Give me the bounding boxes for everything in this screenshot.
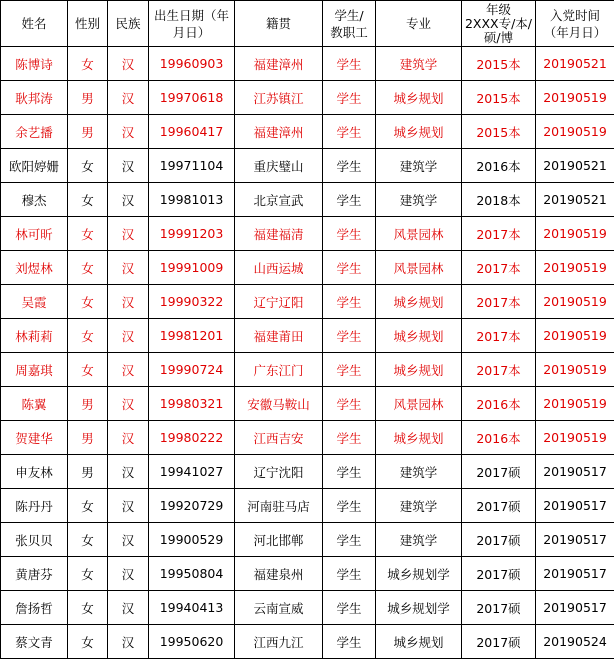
cell-gender: 男 xyxy=(68,421,108,455)
cell-birth-date: 19971104 xyxy=(149,149,235,183)
cell-grade: 2016本 xyxy=(462,387,536,421)
cell-role: 学生 xyxy=(323,591,376,625)
table-row xyxy=(1,217,614,251)
cell-name: 张贝贝 xyxy=(1,523,68,557)
cell-gender: 女 xyxy=(68,591,108,625)
cell-gender: 男 xyxy=(68,387,108,421)
cell-join-date: 20190517 xyxy=(536,489,614,523)
cell-gender: 女 xyxy=(68,285,108,319)
cell-join-date: 20190517 xyxy=(536,557,614,591)
cell-birth-date: 19991009 xyxy=(149,251,235,285)
cell-major: 城乡规划 xyxy=(376,625,462,659)
cell-major: 建筑学 xyxy=(376,149,462,183)
cell-name: 林可昕 xyxy=(1,217,68,251)
cell-grade: 2016本 xyxy=(462,421,536,455)
cell-role: 学生 xyxy=(323,455,376,489)
cell-name: 陈博诗 xyxy=(1,47,68,81)
cell-birth-date: 19960417 xyxy=(149,115,235,149)
cell-origin: 福建福清 xyxy=(235,217,323,251)
table-row xyxy=(1,353,614,387)
cell-major: 风景园林 xyxy=(376,387,462,421)
cell-grade: 2015本 xyxy=(462,47,536,81)
cell-ethnicity: 汉 xyxy=(108,591,149,625)
cell-role: 学生 xyxy=(323,557,376,591)
cell-ethnicity: 汉 xyxy=(108,285,149,319)
cell-role: 学生 xyxy=(323,115,376,149)
cell-grade: 2015本 xyxy=(462,115,536,149)
cell-join-date: 20190519 xyxy=(536,251,614,285)
cell-major: 城乡规划 xyxy=(376,319,462,353)
cell-birth-date: 19950620 xyxy=(149,625,235,659)
cell-name: 穆杰 xyxy=(1,183,68,217)
cell-join-date: 20190519 xyxy=(536,285,614,319)
cell-birth-date: 19950804 xyxy=(149,557,235,591)
cell-grade: 2018本 xyxy=(462,183,536,217)
cell-role: 学生 xyxy=(323,251,376,285)
cell-grade: 2017本 xyxy=(462,353,536,387)
cell-origin: 河南驻马店 xyxy=(235,489,323,523)
cell-join-date: 20190519 xyxy=(536,81,614,115)
cell-birth-date: 19981013 xyxy=(149,183,235,217)
cell-name: 蔡文青 xyxy=(1,625,68,659)
cell-birth-date: 19960903 xyxy=(149,47,235,81)
cell-ethnicity: 汉 xyxy=(108,47,149,81)
cell-ethnicity: 汉 xyxy=(108,353,149,387)
cell-join-date: 20190519 xyxy=(536,353,614,387)
header-major: 专业 xyxy=(376,1,462,47)
cell-birth-date: 19980222 xyxy=(149,421,235,455)
table-row xyxy=(1,115,614,149)
cell-origin: 江西九江 xyxy=(235,625,323,659)
cell-origin: 辽宁辽阳 xyxy=(235,285,323,319)
table-row xyxy=(1,319,614,353)
cell-role: 学生 xyxy=(323,353,376,387)
cell-origin: 福建漳州 xyxy=(235,47,323,81)
cell-origin: 江苏镇江 xyxy=(235,81,323,115)
cell-gender: 女 xyxy=(68,47,108,81)
cell-join-date: 20190521 xyxy=(536,183,614,217)
cell-grade: 2017硕 xyxy=(462,523,536,557)
header-birth-date: 出生日期（年 月日） xyxy=(149,1,235,47)
cell-gender: 女 xyxy=(68,251,108,285)
cell-name: 林莉莉 xyxy=(1,319,68,353)
table-row xyxy=(1,81,614,115)
cell-name: 申友林 xyxy=(1,455,68,489)
cell-join-date: 20190517 xyxy=(536,591,614,625)
cell-grade: 2015本 xyxy=(462,81,536,115)
cell-role: 学生 xyxy=(323,81,376,115)
table-row xyxy=(1,455,614,489)
table-row xyxy=(1,523,614,557)
cell-major: 风景园林 xyxy=(376,251,462,285)
cell-role: 学生 xyxy=(323,285,376,319)
cell-gender: 男 xyxy=(68,81,108,115)
cell-name: 余艺播 xyxy=(1,115,68,149)
cell-role: 学生 xyxy=(323,183,376,217)
cell-join-date: 20190521 xyxy=(536,149,614,183)
cell-ethnicity: 汉 xyxy=(108,625,149,659)
cell-birth-date: 19980321 xyxy=(149,387,235,421)
cell-origin: 重庆璧山 xyxy=(235,149,323,183)
cell-birth-date: 19990322 xyxy=(149,285,235,319)
cell-join-date: 20190519 xyxy=(536,319,614,353)
cell-role: 学生 xyxy=(323,421,376,455)
header-ethnicity: 民族 xyxy=(108,1,149,47)
cell-name: 詹扬哲 xyxy=(1,591,68,625)
cell-major: 城乡规划 xyxy=(376,353,462,387)
cell-ethnicity: 汉 xyxy=(108,523,149,557)
cell-join-date: 20190524 xyxy=(536,625,614,659)
cell-join-date: 20190521 xyxy=(536,47,614,81)
cell-gender: 女 xyxy=(68,557,108,591)
header-gender: 性别 xyxy=(68,1,108,47)
cell-ethnicity: 汉 xyxy=(108,455,149,489)
cell-grade: 2017硕 xyxy=(462,557,536,591)
cell-name: 陈丹丹 xyxy=(1,489,68,523)
cell-major: 城乡规划 xyxy=(376,285,462,319)
cell-origin: 福建漳州 xyxy=(235,115,323,149)
cell-major: 建筑学 xyxy=(376,489,462,523)
cell-birth-date: 19941027 xyxy=(149,455,235,489)
cell-ethnicity: 汉 xyxy=(108,557,149,591)
cell-ethnicity: 汉 xyxy=(108,217,149,251)
cell-birth-date: 19940413 xyxy=(149,591,235,625)
table-row xyxy=(1,251,614,285)
cell-origin: 北京宣武 xyxy=(235,183,323,217)
cell-origin: 安徽马鞍山 xyxy=(235,387,323,421)
cell-ethnicity: 汉 xyxy=(108,81,149,115)
cell-join-date: 20190517 xyxy=(536,523,614,557)
table-row xyxy=(1,149,614,183)
cell-birth-date: 19991203 xyxy=(149,217,235,251)
cell-origin: 福建泉州 xyxy=(235,557,323,591)
cell-join-date: 20190517 xyxy=(536,455,614,489)
cell-ethnicity: 汉 xyxy=(108,489,149,523)
header-join-date: 入党时间 （年月日） xyxy=(536,1,614,47)
cell-grade: 2017本 xyxy=(462,251,536,285)
cell-join-date: 20190519 xyxy=(536,387,614,421)
cell-birth-date: 19920729 xyxy=(149,489,235,523)
table-row xyxy=(1,557,614,591)
cell-gender: 女 xyxy=(68,217,108,251)
cell-ethnicity: 汉 xyxy=(108,149,149,183)
table-row xyxy=(1,387,614,421)
table-row xyxy=(1,625,614,659)
table-row xyxy=(1,183,614,217)
cell-role: 学生 xyxy=(323,47,376,81)
table-row xyxy=(1,47,614,81)
cell-grade: 2017硕 xyxy=(462,591,536,625)
cell-origin: 云南宣威 xyxy=(235,591,323,625)
cell-name: 吴霞 xyxy=(1,285,68,319)
cell-grade: 2017硕 xyxy=(462,455,536,489)
cell-major: 建筑学 xyxy=(376,455,462,489)
header-role: 学生/ 教职工 xyxy=(323,1,376,47)
table-row xyxy=(1,421,614,455)
cell-major: 城乡规划 xyxy=(376,421,462,455)
cell-major: 城乡规划 xyxy=(376,81,462,115)
cell-major: 风景园林 xyxy=(376,217,462,251)
cell-ethnicity: 汉 xyxy=(108,319,149,353)
cell-major: 建筑学 xyxy=(376,47,462,81)
cell-role: 学生 xyxy=(323,387,376,421)
cell-role: 学生 xyxy=(323,489,376,523)
cell-role: 学生 xyxy=(323,319,376,353)
cell-ethnicity: 汉 xyxy=(108,421,149,455)
cell-role: 学生 xyxy=(323,217,376,251)
cell-name: 贺建华 xyxy=(1,421,68,455)
cell-grade: 2016本 xyxy=(462,149,536,183)
cell-major: 城乡规划学 xyxy=(376,557,462,591)
cell-origin: 山西运城 xyxy=(235,251,323,285)
cell-name: 陈翼 xyxy=(1,387,68,421)
cell-grade: 2017本 xyxy=(462,285,536,319)
cell-gender: 女 xyxy=(68,523,108,557)
header-name: 姓名 xyxy=(1,1,68,47)
cell-gender: 女 xyxy=(68,625,108,659)
cell-gender: 女 xyxy=(68,183,108,217)
header-origin: 籍贯 xyxy=(235,1,323,47)
cell-gender: 女 xyxy=(68,319,108,353)
cell-origin: 河北邯郸 xyxy=(235,523,323,557)
cell-ethnicity: 汉 xyxy=(108,115,149,149)
cell-origin: 广东江门 xyxy=(235,353,323,387)
cell-birth-date: 19970618 xyxy=(149,81,235,115)
cell-name: 周嘉琪 xyxy=(1,353,68,387)
cell-gender: 女 xyxy=(68,489,108,523)
table-row xyxy=(1,285,614,319)
cell-grade: 2017硕 xyxy=(462,489,536,523)
cell-major: 建筑学 xyxy=(376,523,462,557)
cell-name: 欧阳婷姗 xyxy=(1,149,68,183)
table-body xyxy=(1,47,614,659)
cell-join-date: 20190519 xyxy=(536,115,614,149)
cell-grade: 2017本 xyxy=(462,217,536,251)
cell-birth-date: 19900529 xyxy=(149,523,235,557)
header-row xyxy=(1,1,614,47)
header-grade: 年级 2XXX专/本/ 硕/博 xyxy=(462,1,536,47)
cell-major: 建筑学 xyxy=(376,183,462,217)
table-row xyxy=(1,591,614,625)
cell-role: 学生 xyxy=(323,523,376,557)
cell-origin: 江西吉安 xyxy=(235,421,323,455)
cell-major: 城乡规划学 xyxy=(376,591,462,625)
cell-gender: 女 xyxy=(68,353,108,387)
cell-name: 耿邦涛 xyxy=(1,81,68,115)
cell-join-date: 20190519 xyxy=(536,421,614,455)
cell-role: 学生 xyxy=(323,625,376,659)
cell-ethnicity: 汉 xyxy=(108,387,149,421)
cell-ethnicity: 汉 xyxy=(108,183,149,217)
cell-gender: 男 xyxy=(68,115,108,149)
cell-gender: 女 xyxy=(68,149,108,183)
cell-origin: 福建莆田 xyxy=(235,319,323,353)
cell-gender: 男 xyxy=(68,455,108,489)
cell-birth-date: 19990724 xyxy=(149,353,235,387)
cell-grade: 2017本 xyxy=(462,319,536,353)
cell-origin: 辽宁沈阳 xyxy=(235,455,323,489)
cell-name: 黄唐芬 xyxy=(1,557,68,591)
cell-birth-date: 19981201 xyxy=(149,319,235,353)
table-row xyxy=(1,489,614,523)
cell-name: 刘煜林 xyxy=(1,251,68,285)
cell-join-date: 20190519 xyxy=(536,217,614,251)
cell-major: 城乡规划 xyxy=(376,115,462,149)
cell-grade: 2017硕 xyxy=(462,625,536,659)
cell-role: 学生 xyxy=(323,149,376,183)
cell-ethnicity: 汉 xyxy=(108,251,149,285)
